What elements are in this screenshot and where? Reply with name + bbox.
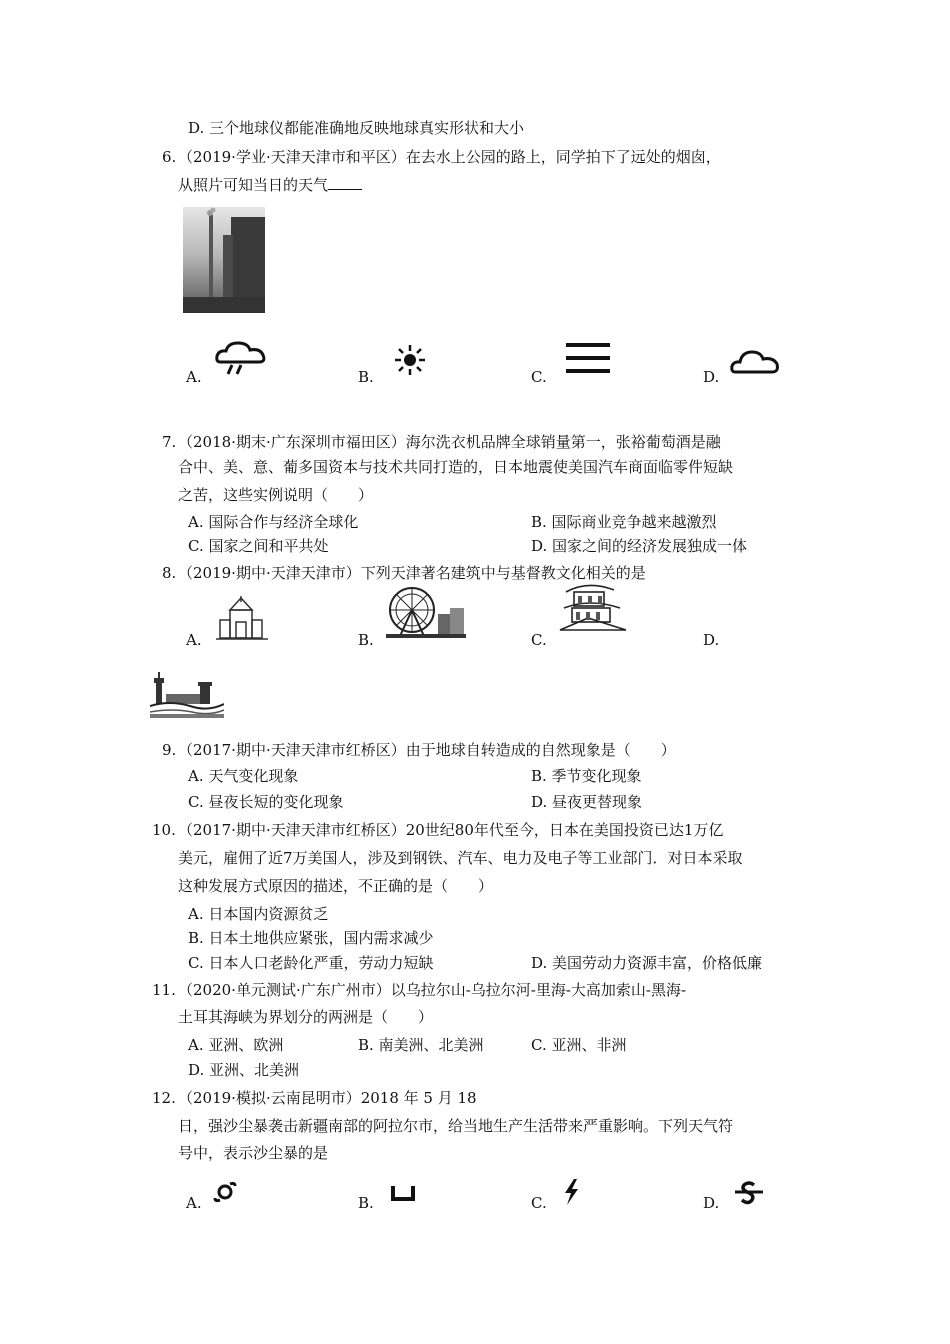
q12-option-d-label: D. [703, 1194, 720, 1212]
q12-option-a-label: A. [186, 1194, 202, 1212]
q7-option-d: D. 国家之间的经济发展独成一体 [531, 537, 748, 555]
floating-dust-symbol-icon [390, 1184, 416, 1202]
q6-number: 6. [162, 148, 177, 166]
q7-option-c: C. 国家之间和平共处 [188, 537, 329, 555]
cloud-icon [730, 348, 780, 376]
rain-cloud-icon [214, 340, 268, 376]
q11-option-a: A. 亚洲、欧洲 [188, 1036, 284, 1054]
riverside-building-image [150, 668, 224, 720]
q7-stem-line3: 之苦，这些实例说明（ ） [178, 486, 374, 504]
q7-stem-line1: （2018·期末·广东深圳市福田区）海尔洗衣机品牌全球销量第一，张裕葡萄酒是融 [178, 433, 721, 451]
ferris-wheel-image [386, 584, 466, 640]
q6-option-b-label: B. [358, 368, 374, 386]
q7-option-b: B. 国际商业竞争越来越激烈 [531, 513, 717, 531]
q10-number: 10. [152, 821, 176, 839]
q11-number: 11. [152, 981, 176, 999]
q6-option-d-label: D. [703, 368, 720, 386]
q8-stem-line1: （2019·期中·天津天津市）下列天津著名建筑中与基督教文化相关的是 [178, 564, 646, 582]
q11-stem-line1: （2020·单元测试·广东广州市）以乌拉尔山-乌拉尔河-里海-大高加索山-黑海- [178, 981, 687, 999]
q9-option-a: A. 天气变化现象 [188, 767, 299, 785]
thunder-symbol-icon [561, 1179, 581, 1205]
q12-stem-line2: 日，强沙尘暴袭击新疆南部的阿拉尔市，给当地生产生活带来严重影响。下列天气符 [178, 1117, 734, 1135]
q10-option-c: C. 日本人口老龄化严重，劳动力短缺 [188, 954, 434, 972]
q8-option-b-label: B. [358, 631, 374, 649]
q9-option-b: B. 季节变化现象 [531, 767, 642, 785]
q6-stem-line1: （2019·学业·天津天津市和平区）在去水上公园的路上，同学拍下了远处的烟囱， [178, 148, 721, 166]
q11-option-d: D. 亚洲、北美洲 [188, 1061, 300, 1079]
q10-option-d: D. 美国劳动力资源丰富，价格低廉 [531, 954, 763, 972]
q8-number: 8. [162, 564, 177, 582]
chimney-smoke-photo [183, 207, 265, 313]
typhoon-symbol-icon [213, 1180, 237, 1204]
q7-option-a: A. 国际合作与经济全球化 [188, 513, 359, 531]
q12-stem-line3: 号中，表示沙尘暴的是 [178, 1144, 329, 1162]
q11-stem-line2: 土耳其海峡为界划分的两洲是（ ） [178, 1008, 434, 1026]
q6-stem-line2: 从照片可知当日的天气 [178, 176, 329, 194]
fog-icon [566, 341, 610, 375]
q10-option-b: B. 日本土地供应紧张，国内需求减少 [188, 929, 434, 947]
chinese-style-building-image [558, 578, 628, 632]
q10-stem-line2: 美元，雇佣了近7万美国人，涉及到钢铁、汽车、电力及电子等工业部门．对日本采取 [178, 849, 743, 867]
church-building-image [216, 596, 268, 642]
q12-number: 12. [152, 1089, 176, 1107]
q12-option-c-label: C. [531, 1194, 547, 1212]
sun-icon [393, 343, 427, 377]
sandstorm-symbol-icon [735, 1180, 763, 1206]
q11-option-b: B. 南美洲、北美洲 [358, 1036, 484, 1054]
q6-option-c-label: C. [531, 368, 547, 386]
q9-option-c: C. 昼夜长短的变化现象 [188, 793, 344, 811]
q8-option-c-label: C. [531, 631, 547, 649]
q7-stem-line2: 合中、美、意、葡多国资本与技术共同打造的，日本地震使美国汽车商面临零件短缺 [178, 458, 734, 476]
q7-number: 7. [162, 433, 177, 451]
q6-option-a-label: A. [186, 368, 202, 386]
q8-option-d-label: D. [703, 631, 720, 649]
q6-stem-line2-wrap [178, 175, 362, 195]
q12-stem-line1: （2019·模拟·云南昆明市）2018 年 5 月 18 [178, 1089, 477, 1107]
q10-option-a: A. 日本国内资源贫乏 [188, 905, 329, 923]
answer-blank [328, 175, 362, 190]
q12-option-b-label: B. [358, 1194, 374, 1212]
q8-option-a-label: A. [186, 631, 202, 649]
q5-option-d: D. 三个地球仪都能准确地反映地球真实形状和大小 [188, 119, 525, 137]
q9-stem-line1: （2017·期中·天津天津市红桥区）由于地球自转造成的自然现象是（ ） [178, 741, 676, 759]
q10-stem-line3: 这种发展方式原因的描述，不正确的是（ ） [178, 877, 494, 895]
q11-option-c: C. 亚洲、非洲 [531, 1036, 627, 1054]
q10-stem-line1: （2017·期中·天津天津市红桥区）20世纪80年代至今，日本在美国投资已达1万亿 [178, 821, 724, 839]
q9-number: 9. [162, 741, 177, 759]
q9-option-d: D. 昼夜更替现象 [531, 793, 643, 811]
